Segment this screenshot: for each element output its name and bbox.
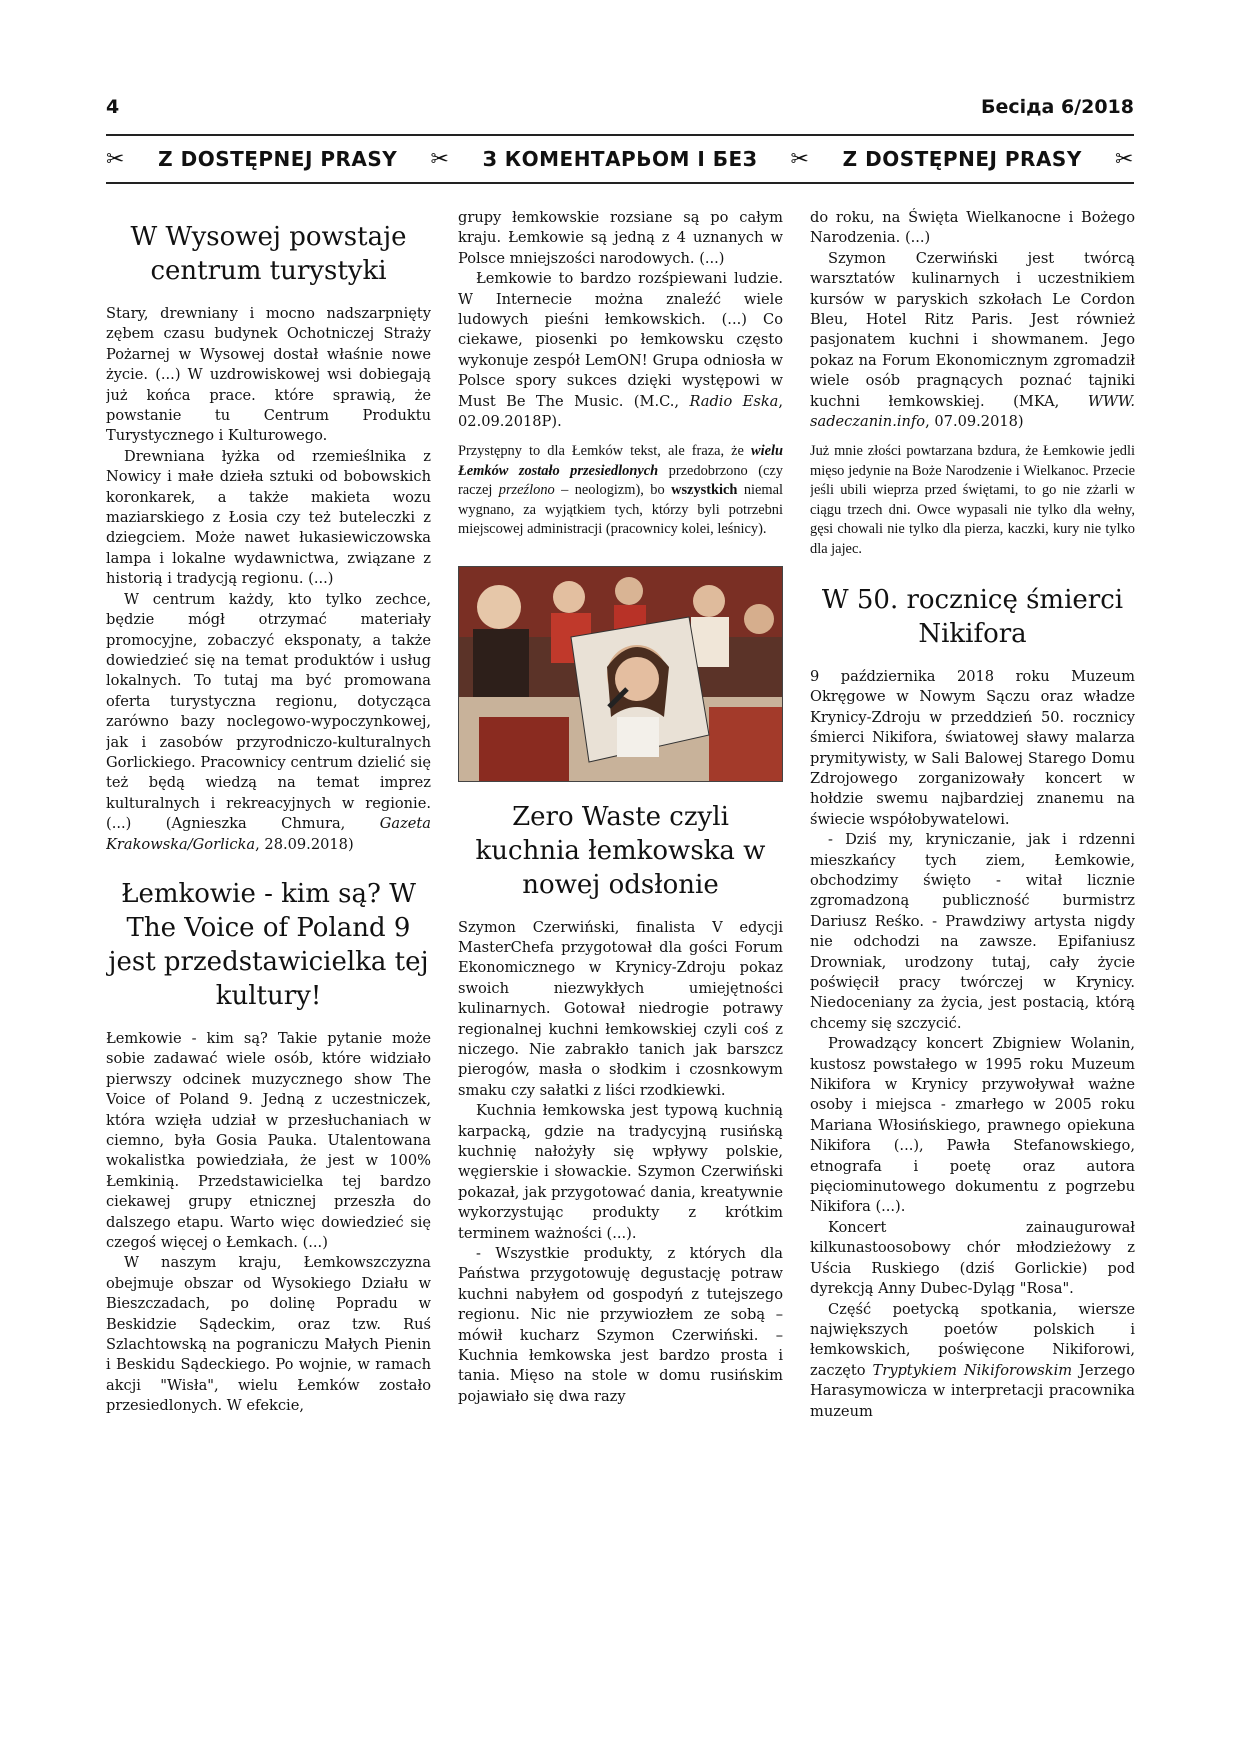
paragraph-text: Szymon Czerwiński jest twórcą warsztatów kulinarnych i uczestnikiem kursów w paryskich szkołach Le Cordon Bleu, Hotel Ritz Paris. Jest również pasjonatem kuchni i showmanem. Jego pokaz na Forum Ekonomicznym zgromadził wiele osób pragnących poznać tajniki kuchni łemkowskiej. (MKA, bbox=[810, 249, 1135, 410]
article-paragraph bbox=[810, 1300, 1135, 1422]
editorial-comment bbox=[458, 442, 783, 539]
article-paragraph: - Wszystkie produkty, z których dla Państwa przygotowuję degustację potraw kuchni nabyłem od gospodyń z tutejszego regionu. Nic nie przywiozłem ze sobą – mówił kucharz Szymon Czerwiński. – Kuchnia łemkowska jest bardzo prosta i tania. Mięso na stole w domu rusińskim pojawiało się dwa razy bbox=[458, 1245, 783, 1405]
source-name: WWW. sadeczanin.info bbox=[810, 392, 1135, 431]
article-paragraph: Prowadzący koncert Zbigniew Wolanin, kustosz powstałego w 1995 roku Muzeum Nikifora w Krynicy przywoływał ważne osoby i miejsca - zmarłego w 2005 roku Mariana Włosińskiego, prawnego opiekuna Nikifora (...), Pawła Stefanowskiego, etnografa i poetę oraz autora pięciominutowego dokumentu z pogrzebu Nikifora (...). bbox=[810, 1035, 1135, 1216]
editorial-comment: Już mnie złości powtarzana bzdura, że Łemkowie jedli mięso jedynie na Boże Narodzenie i Wielkanoc. Przecie jeśli ubili wieprza przed świętami, to go nie zżarli w ciągu trzech dni. Owce wypasali nie tylko dla wełny, gęsi chowali nie tylko dla pierza, kaczki, kury nie tylko dla jajec. bbox=[810, 443, 1135, 557]
article-title-nikifor: W 50. rocznicę śmierci Nikifora bbox=[821, 584, 1124, 649]
article-paragraph: Koncert zainaugurował kilkunastoosobowy chór młodzieżowy z Uścia Ruskiego (dziś Gorlickie) pod dyrekcją Anny Dubec-Dyląg "Rosa". bbox=[810, 1218, 1135, 1298]
source-date: , 07.09.2018) bbox=[925, 413, 1024, 431]
page-number: 4 bbox=[106, 96, 120, 118]
source-date: , 02.09.2018P). bbox=[458, 392, 783, 431]
article-paragraph: Szymon Czerwiński, finalista V edycji MasterChefa przygotował dla gości Forum Ekonomicznego w Krynicy-Zdroju pokaz swoich niezwykłych umiejętności kulinarnych. Gotował niedrogie potrawy regionalnej kuchni łemkowskiej czyli coś z niczego. Nie zabrakło tanich jak barszcz pierogów, masła o słodkim i czosnkowym smaku czy sałatki z liści rzodkiewki. bbox=[458, 918, 783, 1099]
column-1 bbox=[106, 208, 431, 1668]
article-paragraph: grupy łemkowskie rozsiane są po całym kraju. Łemkowie są jedną z 4 uznanych w Polsce mniejszości narodowych. (...) bbox=[458, 209, 783, 267]
article-title-zerowaste: Zero Waste czyli kuchnia łemkowska w nowej odsłonie bbox=[475, 801, 766, 900]
article-paragraph bbox=[810, 249, 1135, 433]
source-name: Gazeta Krakowska/Gorlicka bbox=[106, 815, 431, 853]
column-2 bbox=[458, 208, 783, 1668]
scissors-icon: ✂ bbox=[106, 146, 125, 172]
scissors-icon: ✂ bbox=[790, 146, 810, 172]
emphasis-title: Tryptykiem Nikiforowskim bbox=[872, 1361, 1073, 1379]
scissors-icon: ✂ bbox=[1115, 146, 1134, 172]
article-paragraph bbox=[106, 590, 431, 855]
article-photo-choir-singer bbox=[458, 566, 783, 782]
article-paragraph: Łemkowie - kim są? Takie pytanie może sobie zadawać wiele osób, które widziało pierwszy odcinek muzycznego show The Voice of Poland 9. Jedną z uczestniczek, która wzięła udział w przesłuchaniach w ciemno, była Gosia Pauka. Utalentowana wokalistka powiedziała, że jest w 100% Łemkinią. Przedstawicielka tej bardzo ciekawej grupy etnicznej przeszła do dalszego etapu. Warto więc dowiedzieć się czegoś więcej o Łemkach. (...) bbox=[106, 1029, 431, 1252]
article-paragraph: Stary, drewniany i mocno nadszarpnięty zębem czasu budynek Ochotniczej Straży Pożarnej w Wysowej dostał właśnie nowe życie. (...) W uzdrowiskowej wsi dobiegają już końca prace. które sprawią, że powstanie tu Centrum Produktu Turystycznego i Kulturowego. bbox=[106, 305, 431, 445]
source-name: Radio Eska bbox=[689, 392, 779, 410]
banner-middle-text: З КОМЕНТАРЬОМ І БЕЗ bbox=[482, 147, 758, 171]
source-date: , 28.09.2018) bbox=[255, 835, 354, 853]
comment-emphasis: przeźlono bbox=[498, 482, 555, 499]
section-banner bbox=[106, 142, 1134, 176]
header-rule-top bbox=[106, 134, 1134, 136]
header-rule-bottom bbox=[106, 182, 1134, 184]
paragraph-text: Łemkowie to bardzo rozśpiewani ludzie. W Internecie można znaleźć wiele ludowych pieśni łemkowskich. (...) Co ciekawe, piosenki po łemkowsku często wykonuje zespół LemON! Grupa odniosła w Polsce spory sukces dzięki występowi w Must Be The Music. (M.C., bbox=[458, 270, 783, 410]
comment-strong: wszystkich bbox=[671, 482, 738, 499]
article-paragraph bbox=[458, 269, 783, 432]
article-paragraph: do roku, na Święta Wielkanocne i Bożego Narodzenia. (...) bbox=[810, 209, 1135, 247]
banner-left-text: Z DOSTĘPNEJ PRASY bbox=[158, 147, 398, 171]
article-paragraph: Drewniana łyżka od rzemieślnika z Nowicy i małe dzieła sztuki od bobowskich koronkarek, a także makieta wozu maziarskiego z Łosia czy też buteleczki z dziegciem. Może nawet łukasiewiczowska lampa i lokalne wydawnictwa, związane z historią i tradycją regionu. (...) bbox=[106, 447, 431, 588]
paragraph-text: Jerzego Harasymowicza w interpretacji pracownika muzeum bbox=[810, 1361, 1135, 1420]
article-paragraph: 9 października 2018 roku Muzeum Okręgowe w Nowym Sączu oraz władze Krynicy-Zdroju w przeddzień 50. rocznicy śmierci Nikifora, światowej sławy malarza prymitywisty, w Sali Balowej Starego Domu Zdrojowego zorganizowały koncert w hołdzie swemu najbardziej znanemu na świecie współobywatelowi. bbox=[810, 667, 1135, 828]
column-3 bbox=[810, 208, 1135, 1668]
comment-text: Przystępny to dla Łemków tekst, ale fraza, że bbox=[458, 443, 751, 460]
comment-text: niemal wygnano, za wyjątkiem tych, którzy byli potrzebni miejscowej administracji (pracownicy kolei, leśnicy). bbox=[458, 482, 783, 538]
banner-right-text: Z DOSTĘPNEJ PRASY bbox=[842, 147, 1082, 171]
scissors-icon: ✂ bbox=[430, 146, 450, 172]
article-paragraph: Kuchnia łemkowska jest typową kuchnią karpacką, gdzie na tradycyjną rusińską kuchnię nałożyły się wpływy polskie, węgierskie i słowackie. Szymon Czerwiński pokazał, jak przygotować dania, kreatywnie wykorzystując produkty z krótkim terminem ważności (...). bbox=[458, 1102, 783, 1242]
comment-emphasis: wielu Łemków zostało przesiedlonych bbox=[458, 443, 783, 479]
article-title-voice: Łemkowie - kim są? W The Voice of Poland 9 jest przedstawicielka tej kultury! bbox=[108, 878, 429, 1011]
article-title-wysowa: W Wysowej powstaje centrum turystyki bbox=[130, 222, 407, 286]
comment-text: przedobrzono (czy raczej bbox=[458, 462, 783, 499]
comment-text: – neologizm), bo bbox=[554, 482, 672, 499]
paragraph-text: W centrum każdy, kto tylko zechce, będzie mógł otrzymać materiały promocyjne, zobaczyć eksponaty, a także dowiedzieć się na temat produktów i usług lokalnych. To tutaj ma być promowana oferta turystyczna regionu, dotycząca zarówno bazy noclegowo-wypoczynkowej, jak i zasobów przyrodniczo-kulturalnych Gorlickiego. Pracownicy centrum dzielić się też będą wiedzą na temat imprez kulturalnych i rekreacyjnych w regionie. (...) (Agnieszka Chmura, bbox=[106, 590, 431, 833]
article-paragraph: - Dziś my, kryniczanie, jak i rdzenni mieszkańcy tych ziem, Łemkowie, obchodzimy święto - witał licznie zgromadzoną publiczność burmistrz Dariusz Reśko. - Prawdziwy artysta nigdy nie odchodzi na zawsze. Epifaniusz Drowniak, urodzony tutaj, cały życie poświęcił pracy twórczej w Krynicy. Niedoceniany za życia, jest postacią, którą chcemy się szczycić. bbox=[810, 831, 1135, 1032]
paragraph-text: Część poetycką spotkania, wiersze największych poetów polskich i łemkowskich, poświęcone Nikiforowi, zaczęto bbox=[810, 1300, 1135, 1379]
issue-label: Бесіда 6/2018 bbox=[981, 96, 1134, 118]
article-paragraph: W naszym kraju, Łemkowszczyzna obejmuje obszar od Wysokiego Działu w Bieszczadach, po dolinę Popradu w Beskidzie Sądeckim, oraz tzw. Ruś Szlachtowską na pograniczu Małych Pienin i Beskidu Sądeckiego. Po wojnie, w ramach akcji "Wisła", wielu Łemków zostało przesiedlonych. W efekcie, bbox=[106, 1254, 431, 1415]
